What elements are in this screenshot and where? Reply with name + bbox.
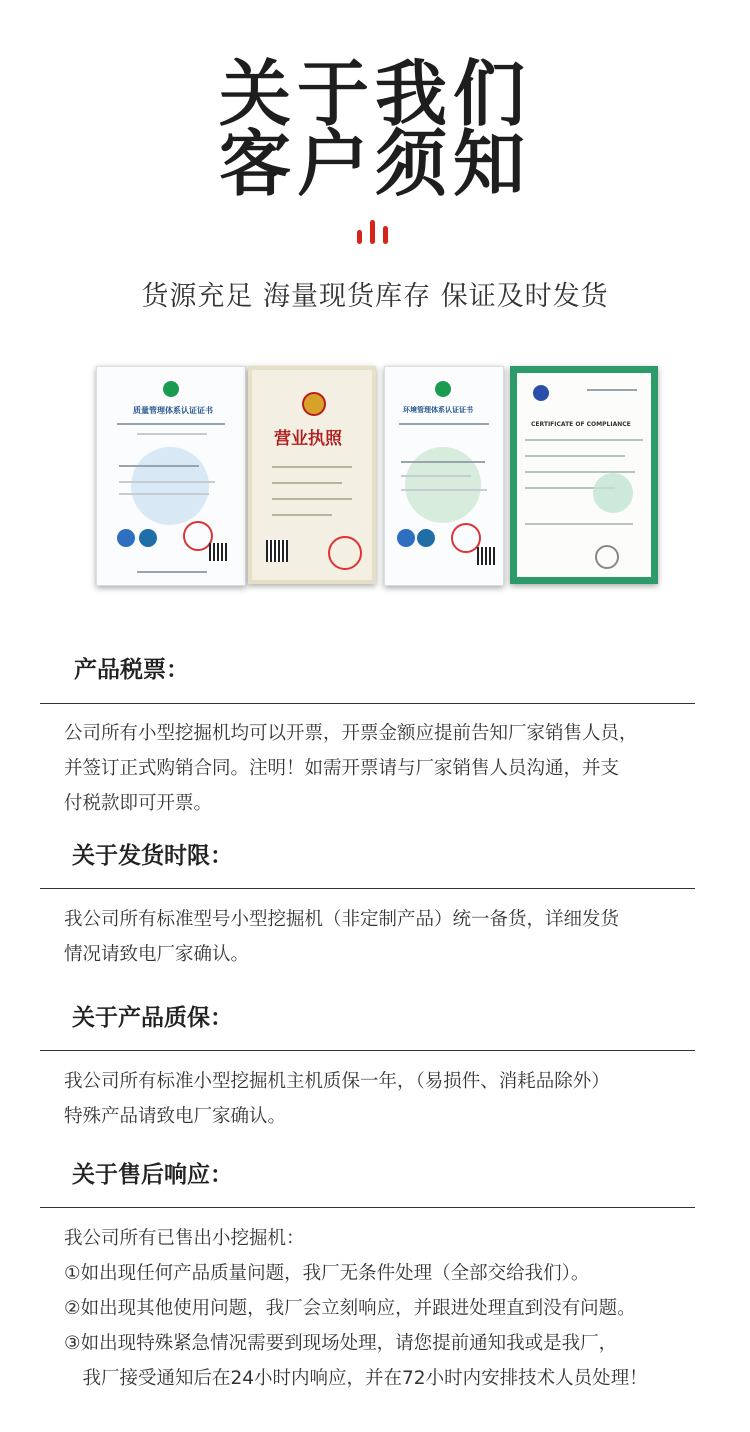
qr-code-icon xyxy=(266,540,288,562)
certificate-gallery xyxy=(92,366,662,586)
accent-bar xyxy=(370,220,375,244)
accent-bar xyxy=(383,226,388,244)
red-seal-icon xyxy=(328,536,362,570)
cert-logo-icon xyxy=(163,381,179,397)
body-line: 我公司所有标准型号小型挖掘机（非定制产品）统一备货，详细发货 xyxy=(64,909,620,930)
environment-certificate-image xyxy=(384,366,504,586)
quality-certificate-image xyxy=(96,366,246,586)
body-line: 情况请致电厂家确认。 xyxy=(64,944,250,965)
section-divider xyxy=(40,703,695,704)
section-heading-shipping: 关于发货时限： xyxy=(72,843,233,869)
section-heading-after-sales: 关于售后响应： xyxy=(72,1162,233,1188)
cert-title: 质量管理体系认证证书 xyxy=(133,406,213,415)
section-body-warranty xyxy=(64,1064,610,1134)
body-line: ①如出现任何产品质量问题，我厂无条件处理（全部交给我们）。 xyxy=(64,1263,590,1284)
accent-bar xyxy=(357,230,362,244)
section-heading-warranty: 关于产品质保： xyxy=(72,1005,233,1031)
cert-title: CERTIFICATE OF COMPLIANCE xyxy=(531,421,631,428)
cert-title: 营业执照 xyxy=(274,429,342,449)
section-divider xyxy=(40,1050,695,1051)
cert-title: 环境管理体系认证证书 xyxy=(403,406,473,414)
section-body-invoice xyxy=(64,716,638,821)
body-line: 特殊产品请致电厂家确认。 xyxy=(64,1106,287,1127)
section-body-shipping xyxy=(64,902,619,972)
page-title-customer-notice: 客户须知 xyxy=(218,122,531,206)
eu-logo-icon xyxy=(533,385,549,401)
body-line: ③如出现特殊紧急情况需要到现场处理，请您提前通知我或是我厂， xyxy=(64,1333,618,1354)
page-title-about-us: 关于我们 xyxy=(218,52,531,136)
body-line: 我公司所有标准小型挖掘机主机质保一年，（易损件、消耗品除外） xyxy=(64,1071,610,1092)
iaf-logo-icon xyxy=(117,529,135,547)
iaf-logo-icon xyxy=(397,529,415,547)
business-license-image xyxy=(248,366,376,584)
cnas-logo-icon xyxy=(417,529,435,547)
section-body-after-sales xyxy=(64,1221,648,1396)
body-line: 并签订正式购销合同。注明！如需开票请与厂家销售人员沟通，并支 xyxy=(64,758,620,779)
qr-code-icon xyxy=(209,543,227,561)
section-heading-invoice: 产品税票： xyxy=(74,657,189,683)
body-line: ②如出现其他使用问题，我厂会立刻响应，并跟进处理直到没有问题。 xyxy=(64,1298,636,1319)
body-line: 付税款即可开票。 xyxy=(64,793,213,814)
cert-logo-icon xyxy=(435,381,451,397)
section-divider xyxy=(40,1207,695,1208)
body-line: 公司所有小型挖掘机均可以开票，开票金额应提前告知厂家销售人员， xyxy=(64,723,638,744)
cnas-logo-icon xyxy=(139,529,157,547)
body-line: 我公司所有已售出小挖掘机： xyxy=(64,1228,305,1249)
accent-bars-decoration xyxy=(357,218,401,244)
ce-certificate-image xyxy=(510,366,658,584)
national-emblem-icon xyxy=(302,392,326,416)
subtitle: 货源充足 海量现货库存 保证及时发货 xyxy=(141,281,609,312)
qr-code-icon xyxy=(477,547,495,565)
seal-icon xyxy=(595,545,619,569)
section-divider xyxy=(40,888,695,889)
body-line: 我厂接受通知后在24小时内响应，并在72小时内安排技术人员处理！ xyxy=(64,1368,648,1389)
